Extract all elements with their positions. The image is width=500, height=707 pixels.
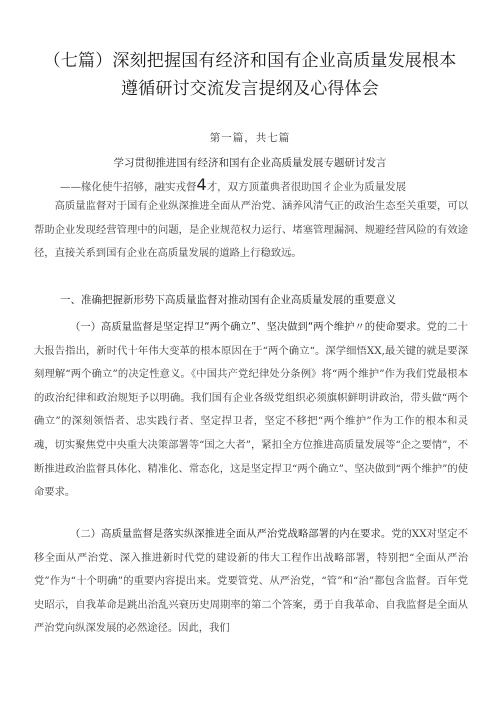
point-1-paragraph [34,316,468,505]
part-label: 第一篇，共七篇 [209,132,291,144]
point-2-body: 党的XX对坚定不移全面从严治党、深入推进新时代党的建设新的伟大工程作出战略部署，特别把“全面从严治党”作为“十个明确”的重要内容提出来。党要管党、从严治党，“管”和“治”都包含监督。百年党史昭示，自我革命是跳出治乱兴衰历史周期率的第二个答案，勇于自我革命、自我监督是全面从严治党向纵深发展的必然途径。因此，我们 [34,528,469,635]
point-1-lead: （一）高质量监督是坚定捍卫“两个确立”、坚决做到“两个维护〃的使命要求。 [70,321,427,333]
speech-subtitle: 学习贯彻推进国有经济和国有企业高质量发展专题研讨发言 [113,157,387,169]
point-1-body: 党的二十大报告指出，新时代十年伟大变革的根本原因在于“两个确立“。深学细悟XX,最关键的就是要深刻理解“两个确立”的决定性意义。《中国共产党纪律处分条例》将“两个维护”作为我们党最根本的政治纪律和政治规矩予以明确。我们国有企业各级党组织必须旗帜鲜明讲政治，带头做“两个确立”的深刻领悟者、忠实践行者、坚定捍卫者，坚定不移把“两个维护”作为工作的根本和灵魂，切实聚焦党中央重大决策部署等“国之大者”，紧扣全方位推进高质量发展等“企之要情”，不断推进政治监督具体化、精准化、常态化，这是坚定捍卫“两个确立”、坚决做到“两个维护”的使命要求。 [34,321,468,499]
tagline-after: 才，双方顶董典者很助国彳企业为质量发展 [206,181,407,193]
intro-paragraph: 高质量监督对于国有企业纵深推进全面从严治党、涵养风清气正的政治生态至关重要，可以帮助企业发现经营管理中的问题，是企业规范权力运行、堵塞管理漏洞、规避经营风险的有效途径，直接关系到国有企业在高质量发展的道路上行稳致远。 [34,200,468,260]
tagline [60,175,470,194]
document-title-line-2: 遵循研讨交流发言提纲及心得体会 [121,79,379,99]
point-2-paragraph [34,523,468,641]
tagline-before: ——椽化使牛招够，融实戎督 [60,181,197,193]
point-2-lead: （二）高质量监督是落实纵深推进全面从严治党战略部署的内在要求。 [70,528,392,540]
tagline-number: 4 [196,175,207,194]
document-title-line-1: （七篇）深刻把握国有经济和国有企业高质量发展根本 [43,51,457,71]
section-heading-1: 一、准确把握新形势下高质量监督对推动国有企业高质量发展的重要意义 [60,294,396,306]
